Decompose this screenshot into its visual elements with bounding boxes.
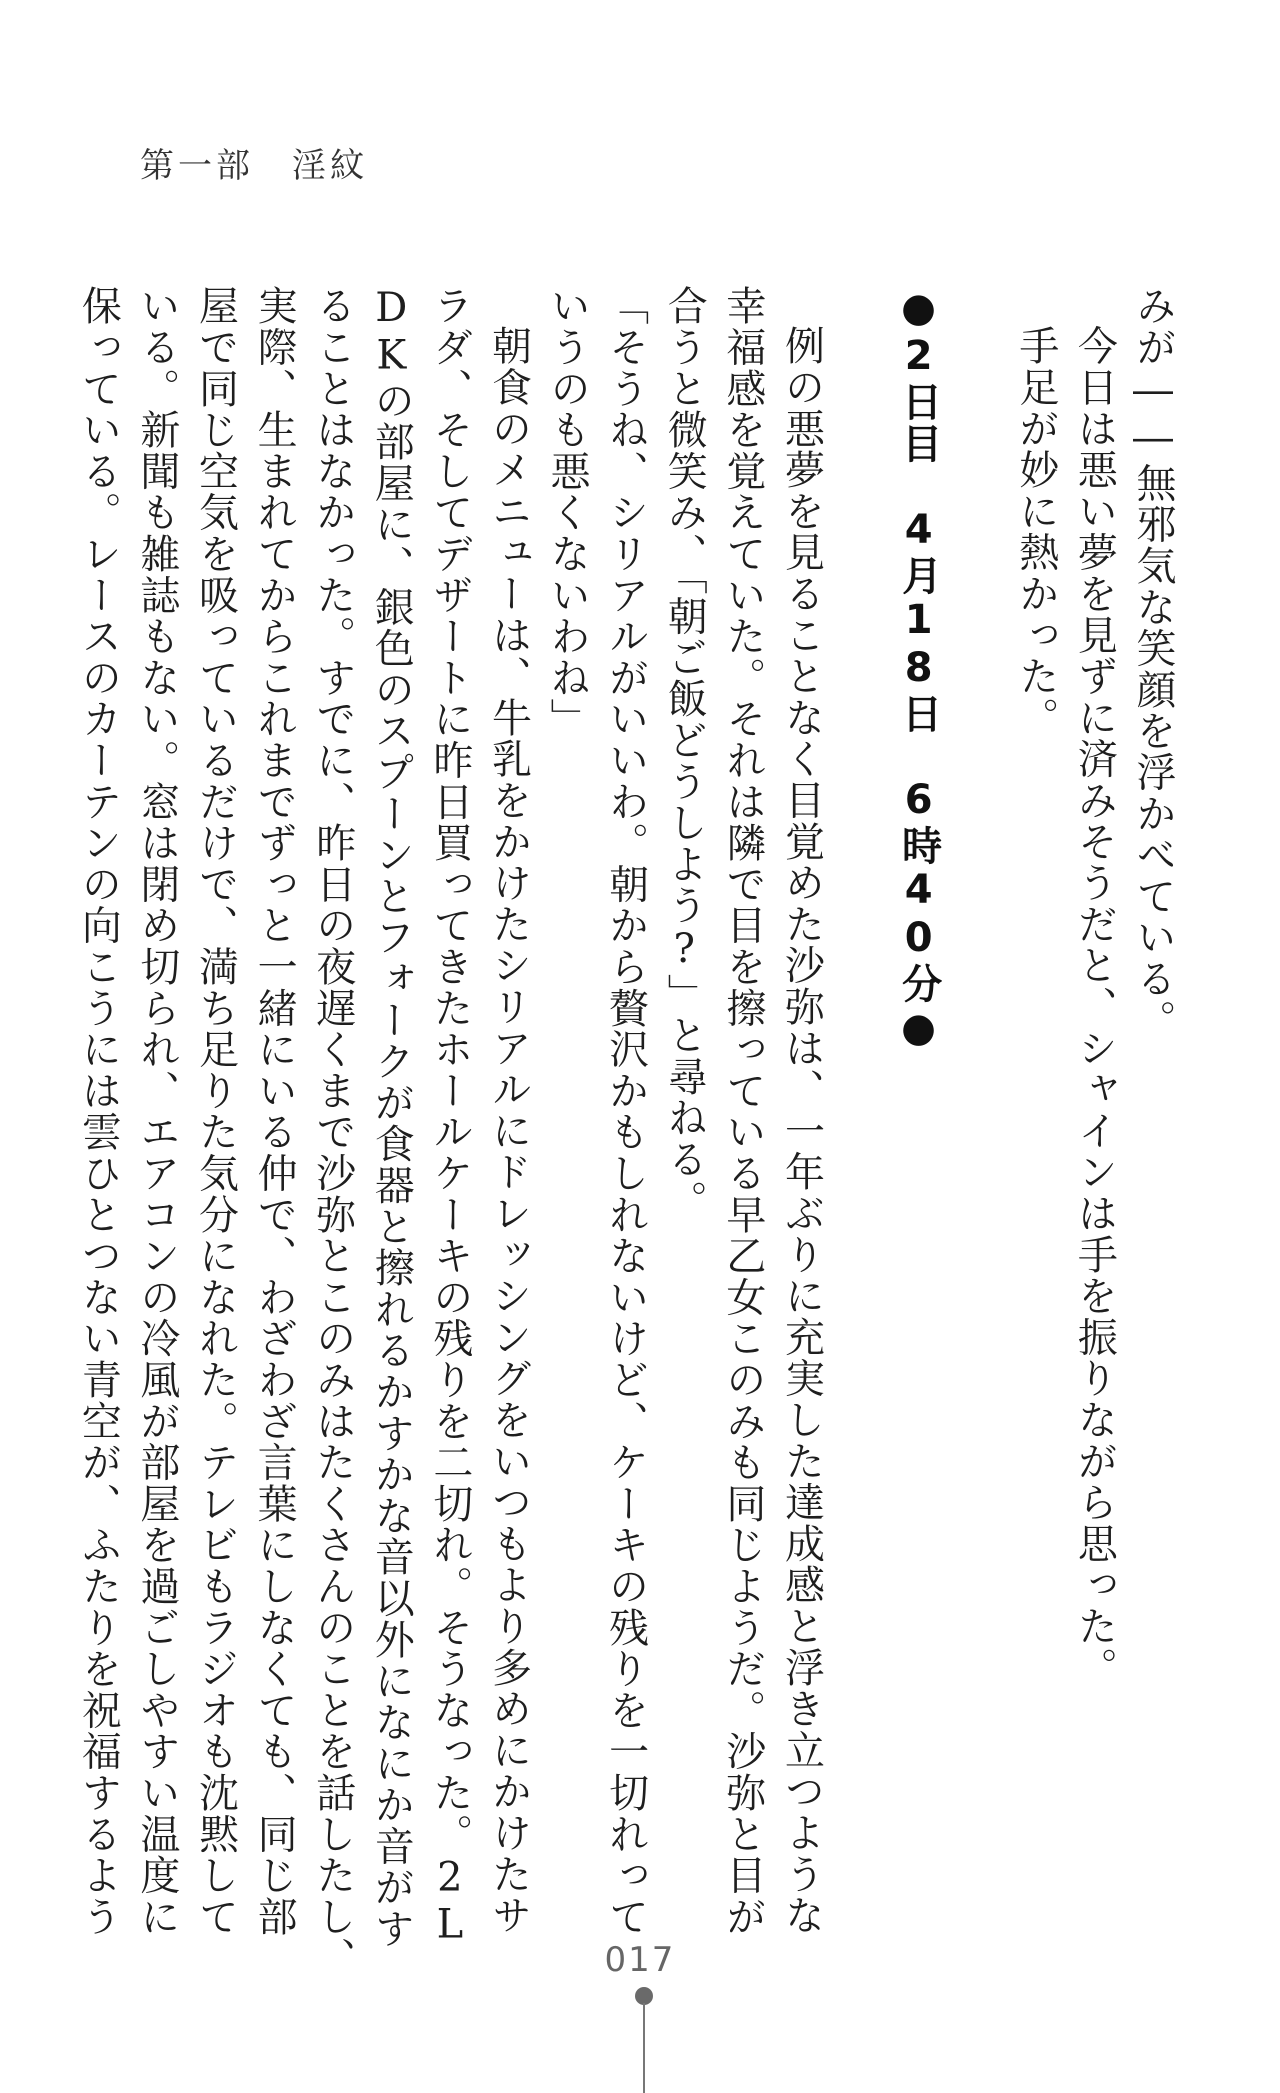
text-line: 幸福感を覚えていた。それは隣で目を擦っている早乙女このみも同じようだ。沙弥と目が	[719, 285, 766, 1937]
text-line: 今日は悪い夢を見ずに済みそうだと、シャインは手を振りながら思った。	[1071, 325, 1118, 1688]
text-line: 保っている。レースのカーテンの向こうには雲ひとつない青空が、ふたりを祝福するよう	[75, 285, 122, 1937]
text-line: ることはなかった。すでに、昨日の夜遅くまで沙弥とこのみはたくさんのことを話したし、	[309, 285, 356, 1979]
text-line: いる。新聞も雑誌もない。窓は閉め切られ、エアコンの冷風が部屋を過ごしやすい温度に	[133, 285, 180, 1937]
text-line: 朝食のメニューは、牛乳をかけたシリアルにドレッシングをいつもより多めにかけたサ	[485, 325, 532, 1936]
text-line: みが――無邪気な笑顔を浮かべている。	[1130, 285, 1176, 1041]
text-line: 手足が妙に熱かった。	[1012, 325, 1059, 738]
text-line: 実際、生まれてからこれまでずっと一緒にいる仲で、わざわざ言葉にしなくても、同じ部	[251, 285, 298, 1937]
text-line: 合うと微笑み、「朝ご飯どうしよう?」と尋ねる。	[661, 285, 708, 1221]
section-heading: ●2日目 4月18日 6時40分●	[895, 285, 942, 1053]
blank-line	[830, 285, 889, 286]
blank-line	[948, 285, 1007, 286]
text-line: 例の悪夢を見ることなく目覚めた沙弥は、一年ぶりに充実した達成感と浮き立つような	[778, 325, 825, 1936]
text-line: DKの部屋に、銀色のスプーンとフォークが食器と擦れるかすかな音以外になにか音がす	[368, 285, 415, 1949]
text-line: ラダ、そしてデザートに昨日買ってきたホールケーキの残りを二切れ。そうなった。2L	[426, 285, 473, 1949]
page-number: 017	[604, 1940, 676, 1980]
dialogue-line: いうのも悪くないわね」	[544, 285, 591, 740]
text-line: 屋で同じ空気を吸っているだけで、満ち足りた気分になれた。テレビもラジオも沈黙して	[192, 285, 239, 1937]
dialogue-line: 「そうね、シリアルがいいわ。朝から贅沢かもしれないけど、ケーキの残りを一切れって	[602, 285, 649, 1937]
page-marker-line	[643, 2003, 645, 2093]
running-header: 第一部 淫紋	[140, 146, 368, 186]
